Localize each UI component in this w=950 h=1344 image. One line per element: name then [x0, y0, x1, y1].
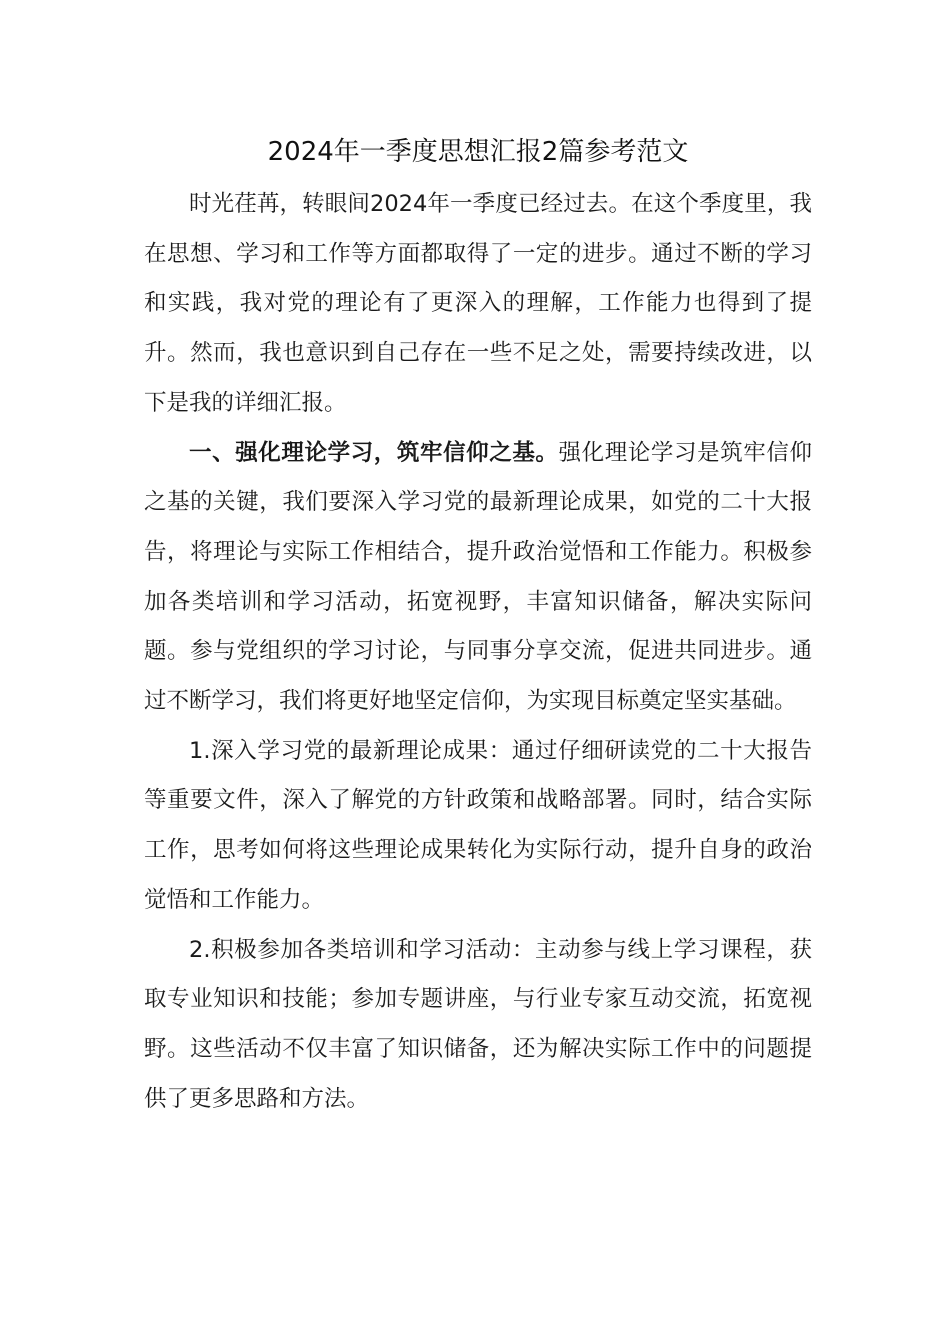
point-one-text: 1.深入学习党的最新理论成果：通过仔细研读党的二十大报告等重要文件，深入了解党的方针政策和战略部署。同时，结合实际工作，思考如何将这些理论成果转化为实际行动，提升自身的政治觉悟和工作能力。: [144, 737, 812, 913]
document-title: 2024年一季度思想汇报2篇参考范文: [267, 137, 689, 167]
section-one-heading: 一、强化理论学习，筑牢信仰之基。: [189, 439, 559, 466]
intro-paragraph-text: 时光荏苒，转眼间2024年一季度已经过去。在这个季度里，我在思想、学习和工作等方面都取得了一定的进步。通过不断的学习和实践，我对党的理论有了更深入的理解，工作能力也得到了提升。然而，我也意识到自己存在一些不足之处，需要持续改进，以下是我的详细汇报。: [144, 191, 812, 416]
section-one-paragraph: [144, 429, 812, 727]
section-one-text: 强化理论学习是筑牢信仰之基的关键，我们要深入学习党的最新理论成果，如党的二十大报告，将理论与实际工作相结合，提升政治觉悟和工作能力。积极参加各类培训和学习活动，拓宽视野，丰富知识储备，解决实际问题。参与党组织的学习讨论，与同事分享交流，促进共同进步。通过不断学习，我们将更好地坚定信仰，为实现目标奠定坚实基础。: [144, 439, 812, 715]
point-one-paragraph: [144, 727, 812, 926]
point-two-text: 2.积极参加各类培训和学习活动：主动参与线上学习课程，获取专业知识和技能；参加专题讲座，与行业专家互动交流，拓宽视野。这些活动不仅丰富了知识储备，还为解决实际工作中的问题提供了更多思路和方法。: [144, 936, 812, 1112]
intro-paragraph: [144, 180, 812, 429]
document-body: [144, 128, 812, 1124]
point-two-paragraph: [144, 926, 812, 1125]
